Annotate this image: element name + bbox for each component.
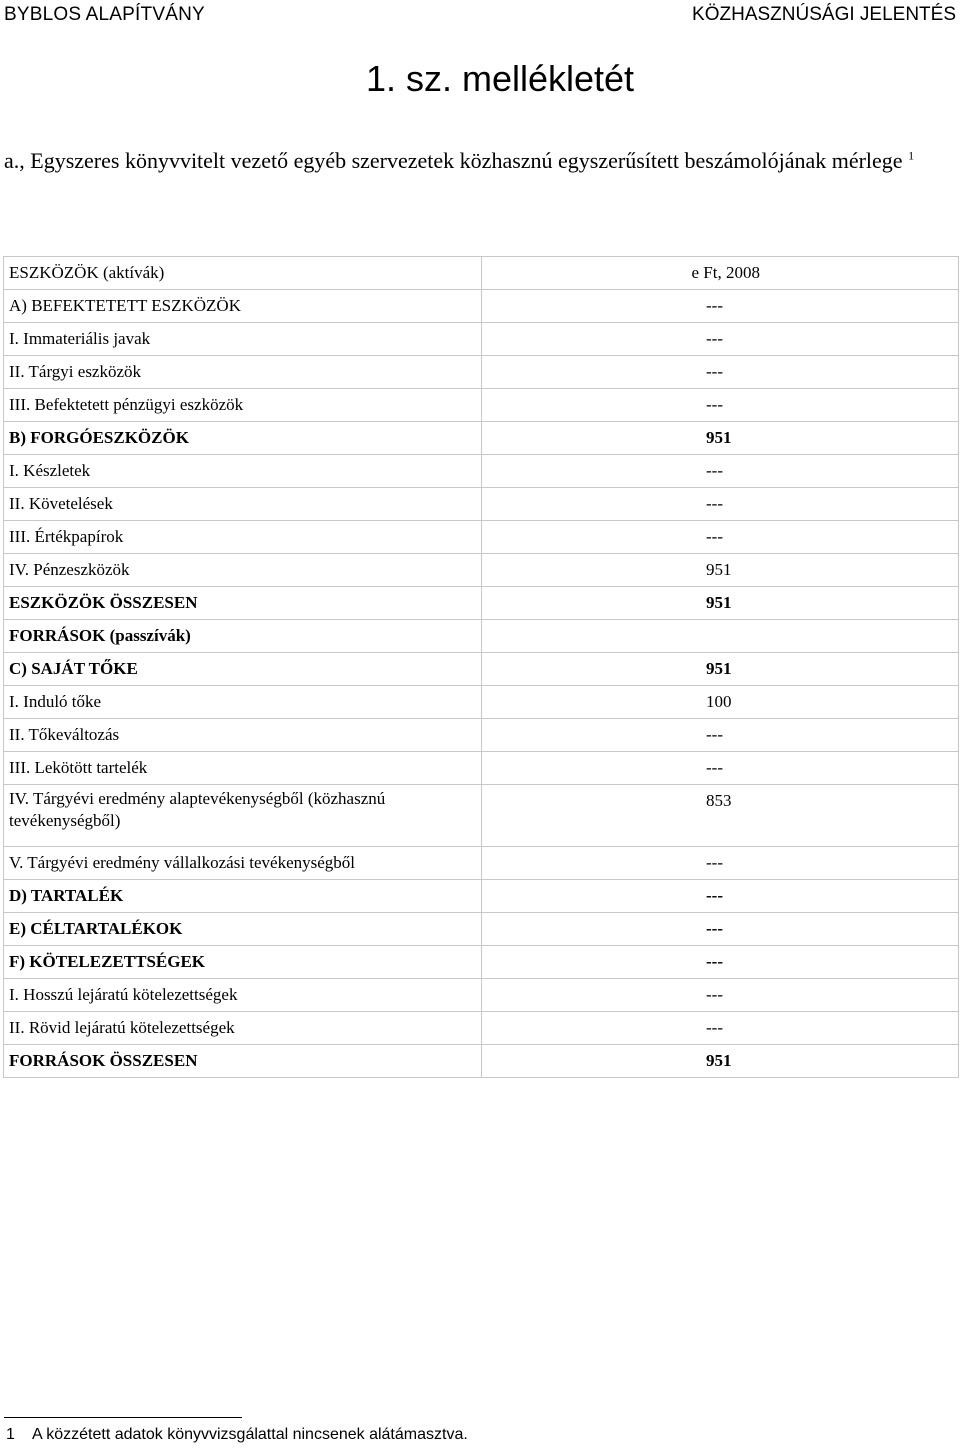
table-row <box>4 620 959 653</box>
table-row <box>4 785 959 847</box>
table-row <box>4 719 959 752</box>
table-row <box>4 389 959 422</box>
row-label: I. Készletek <box>4 455 482 488</box>
row-value: 951 <box>482 422 959 455</box>
balance-sheet-heading-text: a., Egyszeres könyvvitelt vezető egyéb szervezetek közhasznú egyszerűsített beszámolójának mérlege <box>4 148 903 173</box>
row-label: FORRÁSOK ÖSSZESEN <box>4 1045 482 1078</box>
row-label: IV. Tárgyévi eredmény alaptevékenységből (közhasznú tevékenységből) <box>4 785 482 847</box>
footnote-reference: 1 <box>908 148 915 163</box>
row-value: --- <box>482 290 959 323</box>
table-row <box>4 521 959 554</box>
row-value: 100 <box>482 686 959 719</box>
row-label: II. Tőkeváltozás <box>4 719 482 752</box>
row-label: ESZKÖZÖK ÖSSZESEN <box>4 587 482 620</box>
header-organization: BYBLOS ALAPÍTVÁNY <box>4 4 205 25</box>
row-value: --- <box>482 979 959 1012</box>
row-label: F) KÖTELEZETTSÉGEK <box>4 946 482 979</box>
footnote-number: 1 <box>6 1426 15 1443</box>
table-row <box>4 847 959 880</box>
row-value: --- <box>482 719 959 752</box>
footnote-text: A közzétett adatok könyvvizsgálattal nincsenek alátámasztva. <box>32 1426 468 1443</box>
row-value: --- <box>482 455 959 488</box>
row-label: E) CÉLTARTALÉKOK <box>4 913 482 946</box>
table-row <box>4 946 959 979</box>
header-report-title: KÖZHASZNÚSÁGI JELENTÉS <box>692 4 956 25</box>
table-row <box>4 323 959 356</box>
row-value: --- <box>482 847 959 880</box>
table-row <box>4 979 959 1012</box>
row-label: I. Immateriális javak <box>4 323 482 356</box>
row-label: B) FORGÓESZKÖZÖK <box>4 422 482 455</box>
row-label: V. Tárgyévi eredmény vállalkozási tevékenységből <box>4 847 482 880</box>
row-value: --- <box>482 488 959 521</box>
footnote-divider <box>4 1417 242 1418</box>
balance-sheet-table <box>3 256 959 1078</box>
row-label: I. Induló tőke <box>4 686 482 719</box>
table-row <box>4 686 959 719</box>
row-value: 951 <box>482 554 959 587</box>
table-row <box>4 653 959 686</box>
row-value: e Ft, 2008 <box>482 257 959 290</box>
table-row <box>4 554 959 587</box>
row-label: ESZKÖZÖK (aktívák) <box>4 257 482 290</box>
row-value: 853 <box>482 785 959 847</box>
table-row <box>4 455 959 488</box>
row-label: A) BEFEKTETETT ESZKÖZÖK <box>4 290 482 323</box>
balance-sheet-heading <box>4 145 954 176</box>
table-row <box>4 1012 959 1045</box>
row-value: 951 <box>482 653 959 686</box>
row-label: II. Rövid lejáratú kötelezettségek <box>4 1012 482 1045</box>
row-label: IV. Pénzeszközök <box>4 554 482 587</box>
row-value <box>482 620 959 653</box>
row-label: III. Értékpapírok <box>4 521 482 554</box>
balance-sheet-body <box>4 257 959 1078</box>
table-row <box>4 587 959 620</box>
table-row <box>4 257 959 290</box>
row-label: III. Lekötött tartelék <box>4 752 482 785</box>
row-value: --- <box>482 880 959 913</box>
row-label: II. Tárgyi eszközök <box>4 356 482 389</box>
row-value: --- <box>482 1012 959 1045</box>
table-row <box>4 356 959 389</box>
row-value: --- <box>482 356 959 389</box>
row-label: I. Hosszú lejáratú kötelezettségek <box>4 979 482 1012</box>
row-value: --- <box>482 521 959 554</box>
row-value: --- <box>482 323 959 356</box>
footnote <box>6 1426 468 1444</box>
row-label: II. Követelések <box>4 488 482 521</box>
row-label: FORRÁSOK (passzívák) <box>4 620 482 653</box>
row-label: C) SAJÁT TŐKE <box>4 653 482 686</box>
table-row <box>4 752 959 785</box>
table-row <box>4 488 959 521</box>
row-label: D) TARTALÉK <box>4 880 482 913</box>
table-row <box>4 290 959 323</box>
table-row <box>4 1045 959 1078</box>
table-row <box>4 880 959 913</box>
row-value: 951 <box>482 1045 959 1078</box>
row-label: III. Befektetett pénzügyi eszközök <box>4 389 482 422</box>
table-row <box>4 913 959 946</box>
row-value: --- <box>482 946 959 979</box>
table-row <box>4 422 959 455</box>
row-value: --- <box>482 752 959 785</box>
page-title: 1. sz. mellékletét <box>365 58 635 99</box>
row-value: 951 <box>482 587 959 620</box>
row-value: --- <box>482 389 959 422</box>
row-value: --- <box>482 913 959 946</box>
